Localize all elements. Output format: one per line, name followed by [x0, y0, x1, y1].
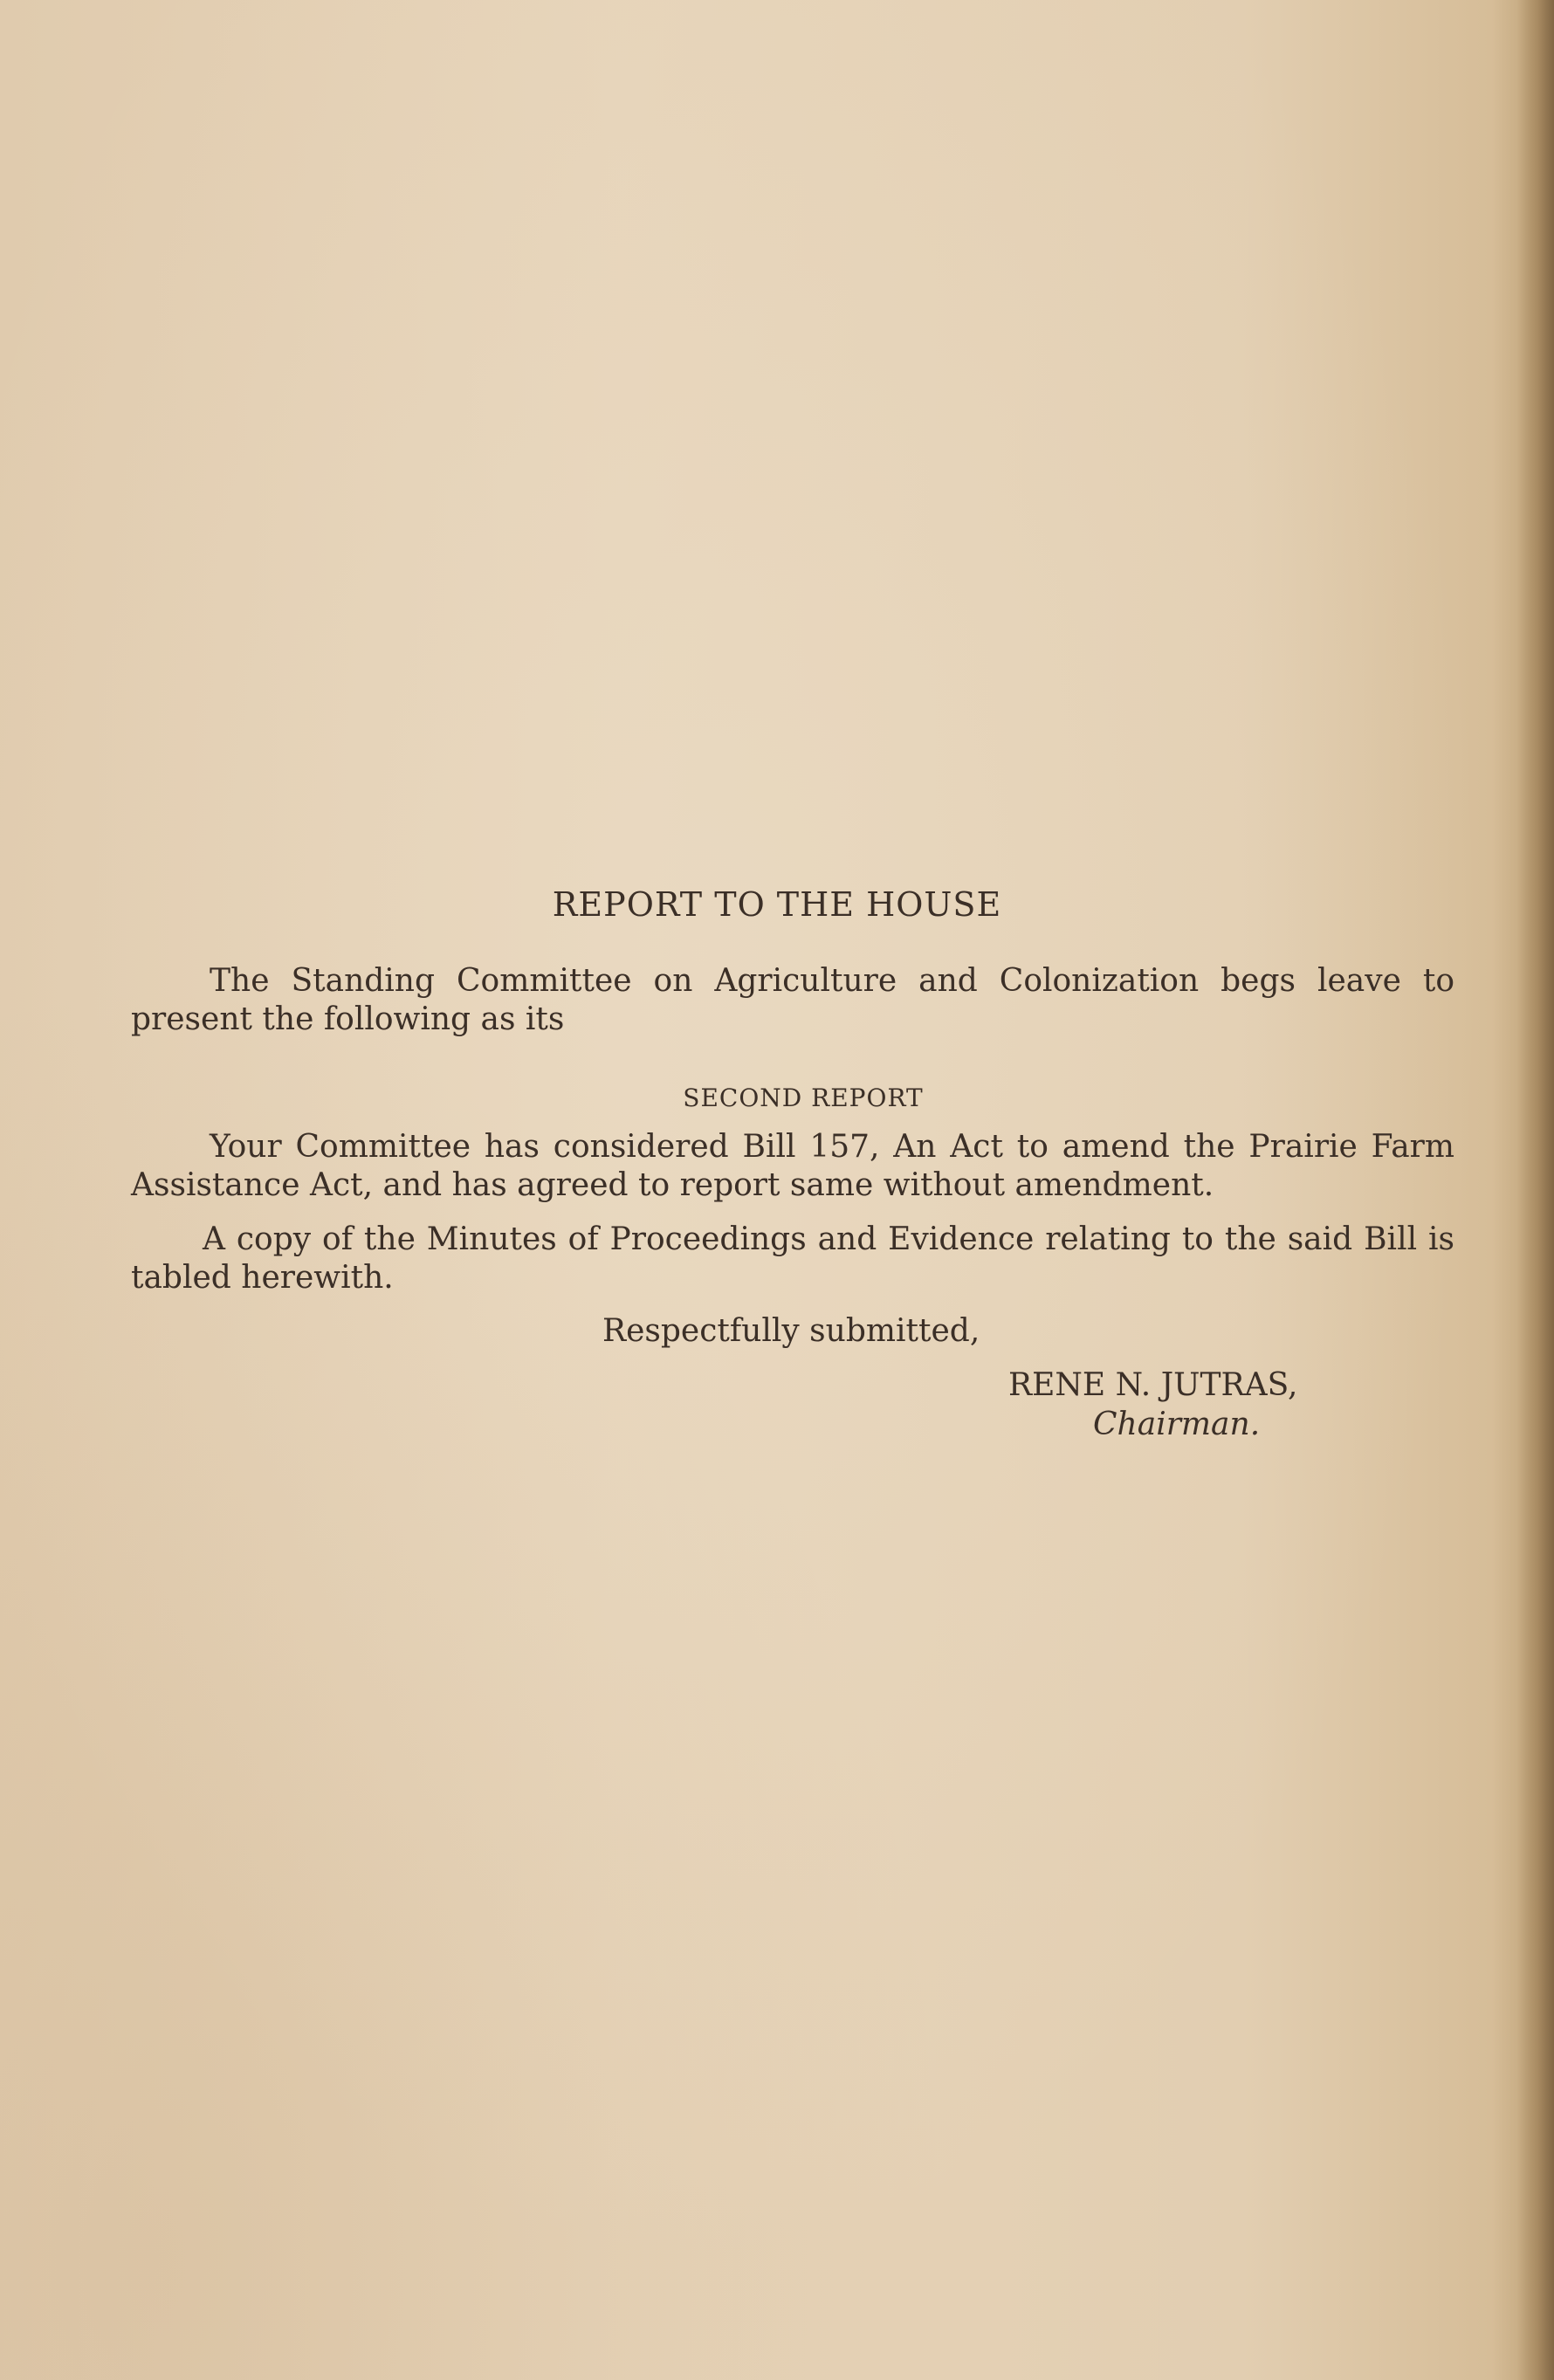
body-paragraph-bill: Your Committee has considered Bill 157, An Act to amend the Prairie Farm Assistance Act, and has agreed to report same without amendment.: [131, 1129, 1454, 1203]
intro-paragraph: The Standing Committee on Agriculture and Colonization begs leave to present the following as its: [131, 963, 1454, 1037]
report-subtitle: SECOND REPORT: [683, 1083, 924, 1112]
body-paragraph-minutes: A copy of the Minutes of Proceedings and Evidence relating to the said Bill is tabled herewith.: [131, 1221, 1454, 1296]
page-binding-edge: [1517, 0, 1554, 2380]
closing-line: Respectfully submitted,: [602, 1313, 980, 1349]
signer-name: RENE N. JUTRAS,: [1008, 1367, 1298, 1403]
report-title: REPORT TO THE HOUSE: [552, 885, 1002, 924]
signer-title: Chairman.: [1093, 1407, 1261, 1442]
